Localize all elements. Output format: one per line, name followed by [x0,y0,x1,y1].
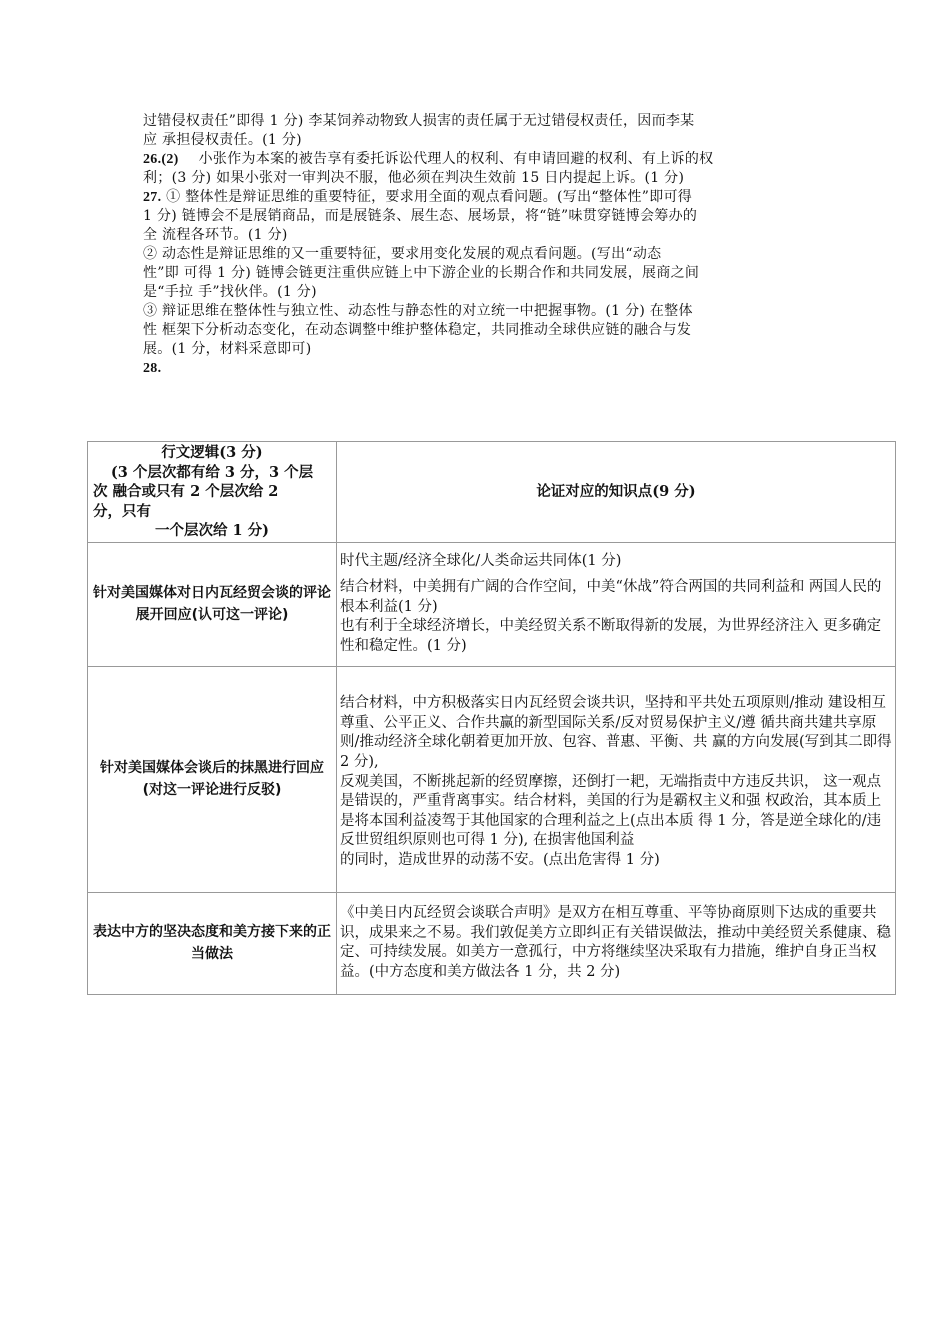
header-logic-note: 分，只有 [93,502,151,520]
points-cell [337,666,896,892]
point-text: 结合材料，中方积极落实日内瓦经贸会谈共识，坚持和平共处五项原则/推动 建设相互尊重、公平正义、合作共赢的新型国际关系/反对贸易保护主义/遵 循共商共建共享原则/推动经济全球化朝着更加开放、包容、普惠、平衡、共 赢的方向发展(写到其二即得 2 分), [340,695,892,771]
answer-line: 是“手拉 手”找伙伴。(1 分) [143,284,317,300]
answer-line: ③ 辩证思维在整体性与独立性、动态性与静态性的对立统一中把握事物。(1 分) 在整体 [143,303,693,319]
header-logic-note: 次 融合或只有 2 个层次给 2 [93,483,279,501]
answer-line: 性 框架下分析动态变化，在动态调整中维护整体稳定，共同推动全球供应链的融合与发 [143,322,692,338]
answer-line: 过错侵权责任”即得 1 分) 李某饲养动物致人损害的责任属于无过错侵权责任，因而李某 [143,113,695,129]
point-text: 的同时，造成世界的动荡不安。(点出危害得 1 分) [340,852,660,869]
answer-line: 小张作为本案的被告享有委托诉讼代理人的权利、有申请回避的权利、有上诉的权 [198,151,714,167]
answer-28 [143,359,808,378]
criterion-cell: 针对美国媒体会谈后的抹黑进行回应(对这一评论进行反驳) [88,666,337,892]
point-text: 《中美日内瓦经贸会谈联合声明》是双方在相互尊重、平等协商原则下达成的重要共识，成果来之不易。我们敦促美方立即纠正有关错误做法，推动中美经贸关系健康、稳定、可持续发展。如美方一意孤行，中方将继续坚决采取有力措施，维护自身正当权益。(中方态度和美方做法各 1 分，共 2 分) [340,905,891,981]
answer-27 [143,188,808,207]
header-logic-title: 行文逻辑(3 分) [161,444,263,461]
question-number-28: 28. [143,361,162,376]
criterion-cell: 表达中方的坚决态度和美方接下来的正当做法 [88,892,337,994]
answer-26 [143,150,808,169]
answer-line: 1 分) 链博会不是展销商品，而是展链条、展生态、展场景，将“链”味贯穿链博会筹办的 [143,208,698,224]
answer-line: 展。(1 分，材料采意即可) [143,341,312,357]
table-row [88,666,896,892]
answer-line: ① 整体性是辩证思维的重要特征，要求用全面的观点看问题。(写出“整体性”即可得 [166,189,693,205]
header-logic-note: (3 个层次都有给 3 分，3 个层 [110,463,314,481]
scoring-rubric-table [87,441,896,995]
points-cell [337,892,896,994]
point-text: 反观美国，不断挑起新的经贸摩擦，还倒打一耙，无端指责中方违反共识， 这一观点是错误的，严重背离事实。结合材料，美国的行为是霸权主义和强 权政治，其本质上是将本国利益凌驾于其他国家的合理利益之上(点出本质 得 1 分，答是逆全球化的/违反世贸组织原则也可得 1 分), 在损害他国利益 [340,773,882,849]
answer-line: 全 流程各环节。(1 分) [143,227,288,243]
table-row [88,892,896,994]
point-text: 也有利于全球经济增长，中美经贸关系不断取得新的发展，为世界经济注入 更多确定性和稳定性。(1 分) [340,618,882,654]
table-header-row [88,442,896,543]
criterion-cell: 针对美国媒体对日内瓦经贸会谈的评论展开回应(认可这一评论) [88,542,337,666]
question-number-27: 27. [143,190,162,205]
header-logic-note: 一个层次给 1 分) [154,522,270,540]
header-knowledge-cell: 论证对应的知识点(9 分) [337,442,896,543]
point-text: 结合材料，中美拥有广阔的合作空间，中美“休战”符合两国的共同利益和 两国人民的根本利益(1 分) [340,579,882,615]
points-cell [337,542,896,666]
answer-line: 性”即 可得 1 分) 链博会链更注重供应链上中下游企业的长期合作和共同发展，展商之间 [143,265,700,281]
table-row [88,542,896,666]
question-number-26: 26.(2) [143,152,179,167]
answer-line: ② 动态性是辩证思维的又一重要特征，要求用变化发展的观点看问题。(写出“动态 [143,246,662,262]
header-logic-cell [88,442,337,543]
answer-text-block [143,112,808,378]
answer-line: 利；(3 分) 如果小张对一审判决不服，他必须在判决生效前 15 日内提起上诉。(1 分) [143,170,685,186]
answer-line: 应 承担侵权责任。(1 分) [143,132,302,148]
point-text: 时代主题/经济全球化/人类命运共同体(1 分) [340,553,622,570]
